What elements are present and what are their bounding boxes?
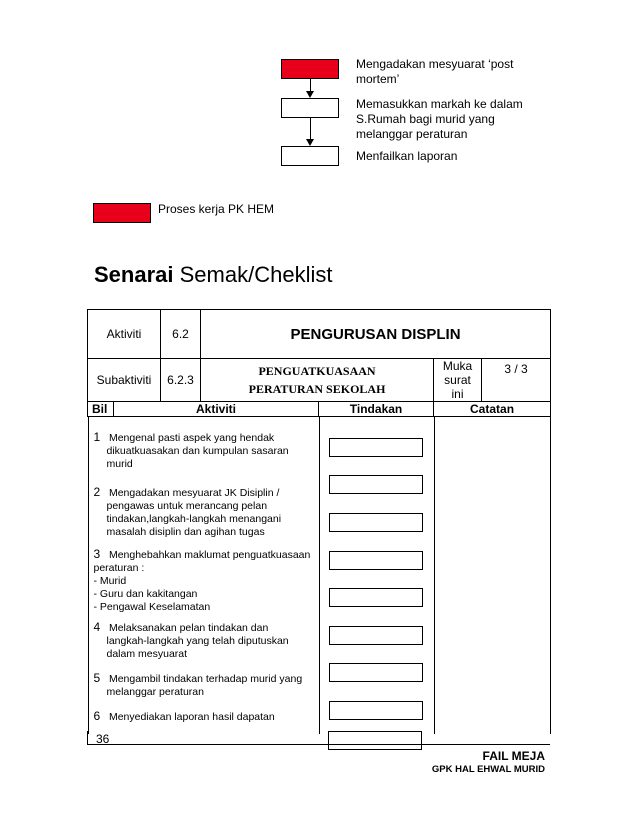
page-indicator: 3 / 3 bbox=[482, 359, 551, 402]
item-text: peraturan : bbox=[93, 562, 145, 574]
item-text: melanggar peraturan bbox=[106, 686, 204, 698]
item-text: - Guru dan kakitangan bbox=[93, 588, 198, 600]
heading-bold: Senarai bbox=[94, 262, 174, 287]
item-text: Menghebahkan maklumat penguatkuasaan bbox=[108, 549, 311, 561]
legend-red-swatch bbox=[93, 203, 151, 223]
tindakan-checkbox-9[interactable] bbox=[328, 731, 422, 750]
table-border-left bbox=[88, 417, 89, 734]
tindakan-checkbox-7[interactable] bbox=[329, 663, 423, 682]
flow-box-2 bbox=[281, 98, 339, 118]
item-text: Menyediakan laporan hasil dapatan bbox=[108, 711, 275, 723]
heading-rest: Semak/Cheklist bbox=[179, 262, 333, 287]
tindakan-checkbox-2[interactable] bbox=[329, 475, 423, 494]
tindakan-checkbox-8[interactable] bbox=[329, 701, 423, 720]
legend-text: Proses kerja PK HEM bbox=[158, 202, 275, 216]
item-text: dikuatkuasakan dan kumpulan sasaran bbox=[106, 445, 289, 457]
muka-surat-line-3: ini bbox=[451, 387, 464, 401]
flow-arrow bbox=[306, 139, 314, 146]
col-bil: Bil bbox=[88, 402, 114, 417]
tindakan-checkbox-4[interactable] bbox=[329, 551, 423, 570]
subaktiviti-title-line-1: PENGUATKUASAAN bbox=[258, 364, 376, 378]
aktiviti-label: Aktiviti bbox=[88, 310, 161, 359]
item-text: Mengadakan mesyuarat JK Disiplin / bbox=[108, 487, 280, 499]
muka-surat-line-2: surat bbox=[444, 373, 471, 387]
items-area bbox=[88, 417, 551, 734]
muka-surat-line-1: Muka bbox=[442, 359, 473, 373]
col-aktiviti: Aktiviti bbox=[114, 402, 319, 417]
list-item-3 bbox=[94, 548, 316, 614]
list-item-5 bbox=[94, 672, 316, 699]
item-number: 3 bbox=[93, 547, 101, 561]
item-text: - Murid bbox=[93, 575, 127, 587]
checklist-table bbox=[87, 309, 551, 734]
aktiviti-code: 6.2 bbox=[161, 310, 201, 359]
item-number: 5 bbox=[93, 671, 101, 685]
flow-step-2-text: Memasukkan markah ke dalam S.Rumah bagi murid yang melanggar peraturan bbox=[356, 97, 523, 141]
item-text: - Pengawal Keselamatan bbox=[93, 601, 211, 613]
footer-label-1: FAIL MEJA bbox=[482, 749, 545, 763]
subaktiviti-title bbox=[201, 359, 434, 402]
item-number: 1 bbox=[93, 430, 101, 444]
item-text: masalah disiplin dan agihan tugas bbox=[106, 526, 265, 538]
tindakan-checkbox-1[interactable] bbox=[329, 438, 423, 457]
tindakan-checkbox-3[interactable] bbox=[329, 513, 423, 532]
col-divider bbox=[434, 417, 435, 734]
flow-step-1-text: Mengadakan mesyuarat ‘post mortem’ bbox=[356, 57, 514, 86]
flow-step-3-text: Menfailkan laporan bbox=[356, 149, 458, 163]
item-text: Mengenal pasti aspek yang hendak bbox=[108, 432, 275, 444]
flow-connector bbox=[310, 79, 311, 91]
item-text: dalam mesyuarat bbox=[106, 648, 188, 660]
item-number: 2 bbox=[93, 485, 101, 499]
tindakan-checkbox-6[interactable] bbox=[329, 626, 423, 645]
aktiviti-title: PENGURUSAN DISPLIN bbox=[201, 310, 551, 359]
list-item-1 bbox=[94, 431, 316, 471]
item-text: pengawas untuk merancang pelan bbox=[106, 500, 268, 512]
subaktiviti-title-line-2: PERATURAN SEKOLAH bbox=[248, 382, 386, 396]
item-text: tindakan,langkah-langkah menangani bbox=[106, 513, 282, 525]
footer-left-border bbox=[87, 731, 88, 745]
tindakan-checkbox-5[interactable] bbox=[329, 588, 423, 607]
list-item-6 bbox=[94, 710, 316, 724]
col-tindakan: Tindakan bbox=[319, 402, 434, 417]
page-number: 36 bbox=[96, 732, 110, 746]
item-text: langkah-langkah yang telah diputuskan bbox=[106, 635, 289, 647]
item-text: Mengambil tindakan terhadap murid yang bbox=[108, 673, 303, 685]
footer-label-2: GPK HAL EHWAL MURID bbox=[431, 764, 545, 775]
footer-rule bbox=[87, 744, 550, 745]
col-catatan: Catatan bbox=[434, 402, 551, 417]
subaktiviti-label: Subaktiviti bbox=[88, 359, 161, 402]
item-number: 6 bbox=[93, 709, 101, 723]
flow-box-1 bbox=[281, 59, 339, 79]
item-text: murid bbox=[106, 458, 133, 470]
table-border-right bbox=[550, 417, 551, 734]
page-heading bbox=[94, 262, 332, 288]
flow-arrow bbox=[306, 91, 314, 98]
subaktiviti-code: 6.2.3 bbox=[161, 359, 201, 402]
list-item-2 bbox=[94, 486, 316, 539]
list-item-4 bbox=[94, 621, 316, 661]
col-divider bbox=[319, 417, 320, 734]
muka-surat-label bbox=[434, 359, 482, 402]
item-number: 4 bbox=[93, 620, 101, 634]
flow-box-3 bbox=[281, 146, 339, 166]
flow-connector bbox=[310, 118, 311, 139]
item-text: Melaksanakan pelan tindakan dan bbox=[108, 622, 269, 634]
